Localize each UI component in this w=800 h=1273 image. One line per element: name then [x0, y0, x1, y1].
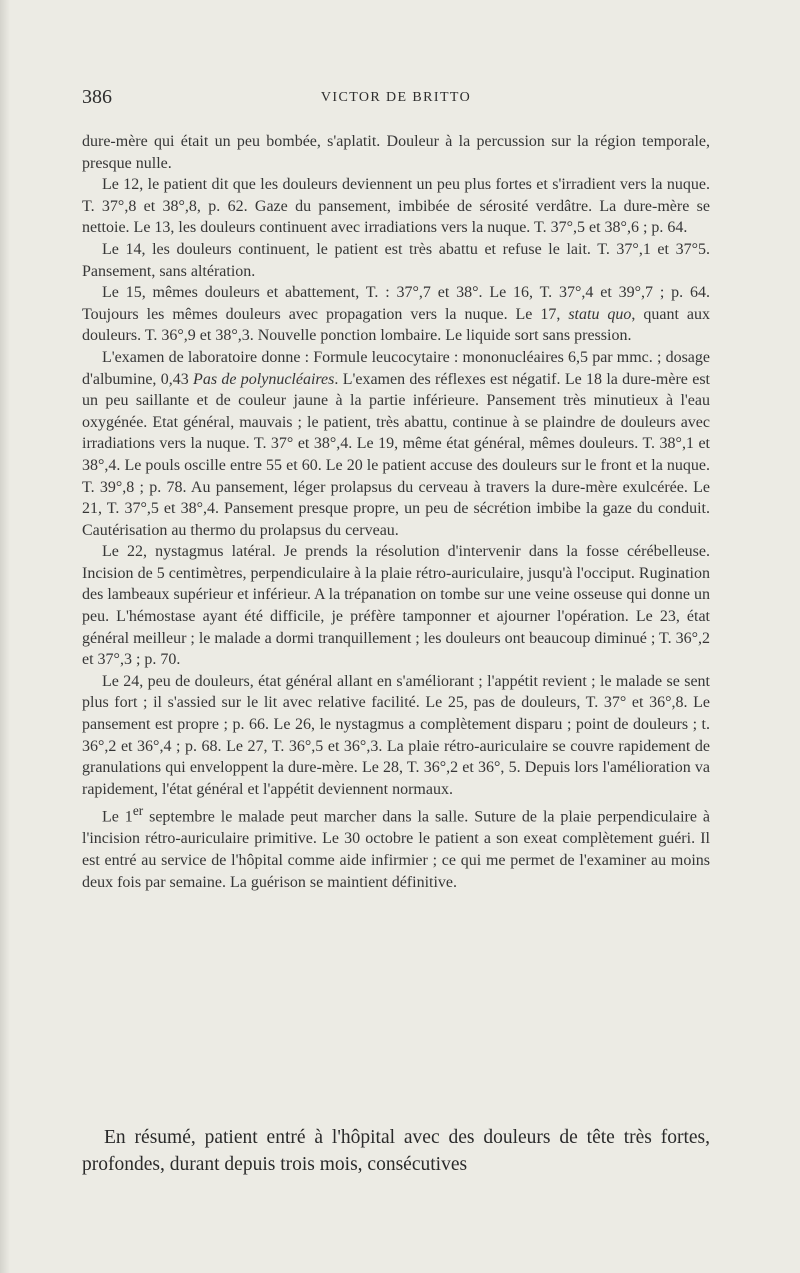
superscript: er: [132, 803, 144, 819]
paragraph: [82, 282, 710, 347]
text-run: , quant aux douleurs. T. 36°,9 et 38°,3. Nouvelle ponction lombaire. Le liquide sort sans pression.: [82, 305, 710, 345]
text-run: Le 22, nystagmus latéral. Je prends la résolution d'intervenir dans la fosse cérébelleuse. Incision de 5 centimètres, perpendiculaire à la plaie rétro-auriculaire, jusqu'à l'occiput. Rugination des lambeaux supérieur et inférieur. A la trépanation on tombe sur une veine osseuse qui donne un peu. L'hémostase ayant été difficile, je préfère tamponner et ajourner l'opération. Le 23, état général meilleur ; le malade a dormi tranquillement ; les douleurs ont beaucoup diminué ; T. 36°,2 et 37°,3 ; p. 70.: [82, 543, 710, 669]
page-edge-shadow: [0, 0, 10, 1273]
text-run: Le 12, le patient dit que les douleurs deviennent un peu plus fortes et s'irradient vers la nuque. T. 37°,8 et 38°,8, p. 62. Gaze du pansement, imbibée de sérosité verdâtre. La dure-mère se nettoie. Le 13, les douleurs continuent avec irradiations vers la nuque. T. 37°,5 et 38°,6 ; p. 64.: [82, 176, 710, 237]
paragraph: [82, 174, 710, 239]
italic-phrase: Pas de polynucléaires: [193, 370, 335, 388]
summary-paragraph: En résumé, patient entré à l'hôpital avec des douleurs de tête très fortes, profondes, durant depuis trois mois, consécutives: [82, 1127, 710, 1175]
text-run: Le 1: [102, 808, 133, 826]
page-number: 386: [82, 86, 112, 108]
text-run: . L'examen des réflexes est négatif. Le 18 la dure-mère est un peu saillante et de couleur jaune à la partie inférieure. Pansement très minutieux à l'eau oxygénée. Etat général, mauvais ; le patient, très abattu, continue à se plaindre de douleurs avec irradiations vers la nuque. T. 37° et 38°,4. Le 19, même état général, mêmes douleurs. T. 38°,1 et 38°,4. Le pouls oscille entre 55 et 60. Le 20 le patient accuse des douleurs sur le front et la nuque. T. 39°,8 ; p. 78. Au pansement, léger prolapsus du cerveau à travers la dure-mère exulcérée. Le 21, T. 37°,5 et 38°,4. Pansement presque propre, un peu de sécrétion imbibe la gaze du conduit. Cautérisation au thermo du prolapsus du cerveau.: [82, 370, 710, 539]
text-run: septembre le malade peut marcher dans la salle. Suture de la plaie perpendiculaire à l'incision rétro-auriculaire primitive. Le 30 octobre le patient a son exeat complètement guéri. Il est entré au service de l'hôpital comme aide infirmier ; ce qui me permet de l'examiner au moins deux fois par semaine. La guérison se maintient définitive.: [82, 808, 710, 891]
paragraph: [82, 541, 710, 671]
paragraph: [82, 347, 710, 541]
summary-section: [82, 1124, 710, 1178]
body-text: [82, 131, 710, 893]
italic-phrase: statu quo: [568, 305, 632, 323]
text-run: dure-mère qui était un peu bombée, s'aplatit. Douleur à la percussion sur la région temporale, presque nulle.: [82, 133, 710, 172]
running-head: VICTOR DE BRITTO: [320, 90, 472, 105]
paragraph: [82, 800, 710, 893]
text-run: Le 15, mêmes douleurs et abattement, T. : 37°,7 et 38°. Le 16, T. 37°,4 et 39°,7 ; p. 64. Toujours les mêmes douleurs avec propagation vers la nuque. Le 17,: [82, 284, 710, 323]
paragraph: [82, 671, 710, 801]
text-run: L'examen de laboratoire donne : Formule leucocytaire : mononucléaires 6,5 par mmc. ; dosage d'albumine, 0,43: [82, 348, 710, 388]
text-run: Le 24, peu de douleurs, état général allant en s'améliorant ; l'appétit revient ; le malade se sent plus fort ; il s'assied sur le lit avec relative facilité. Le 25, pas de douleurs, T. 37° et 36°,8. Le pansement est propre ; p. 66. Le 26, le nystagmus a complètement disparu ; point de douleurs ; t. 36°,2 et 36°,4 ; p. 68. Le 27, T. 36°,5 et 36°,3. La plaie rétro-auriculaire se couvre rapidement de granulations qui enveloppent la dure-mère. Le 28, T. 36°,2 et 36°, 5. Depuis lors l'amélioration va rapidement, l'état général et l'appétit deviennent normaux.: [82, 672, 710, 798]
continued-paragraph: [82, 131, 710, 174]
text-run: Le 14, les douleurs continuent, le patient est très abattu et refuse le lait. T. 37°,1 et 37°5. Pansement, sans altération.: [82, 240, 710, 280]
page-header: [82, 86, 710, 114]
paragraph: [82, 239, 710, 282]
